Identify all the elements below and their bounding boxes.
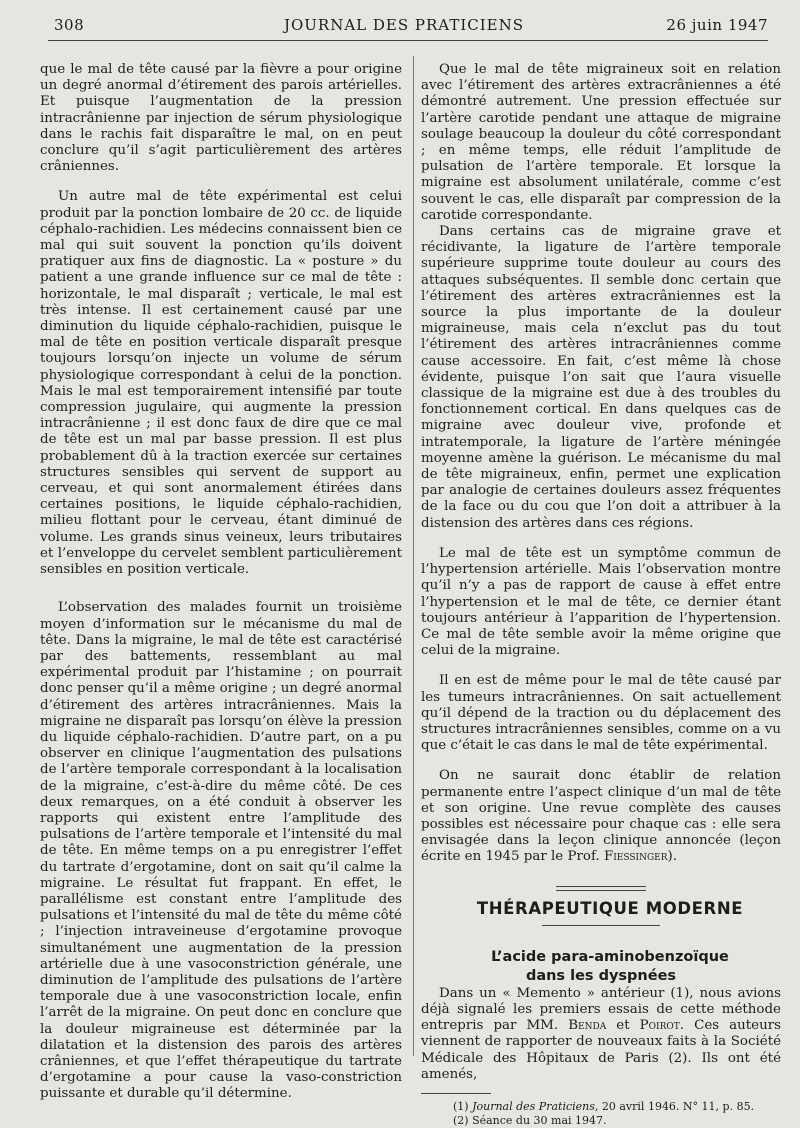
section-rule	[542, 925, 660, 926]
paragraph	[421, 768, 781, 865]
author-name: Fiessinger	[603, 849, 668, 865]
header-rule	[48, 40, 768, 41]
column-divider	[413, 56, 414, 1056]
footnote-text: , 20 avril 1946. N° 11, p. 85.	[594, 1099, 755, 1113]
article-title-line: dans les dyspnées	[525, 967, 677, 984]
left-column	[40, 62, 402, 1103]
paragraph-text: On ne saurait donc établir de relation permanente entre l’aspect clinique d’un mal de tête et son origine. Une revue complète des causes possibles est nécessaire pour chaque cas : elle sera envisagée dans la leçon clinique annoncée (leçon écrite en 1945 par le Prof.	[421, 768, 781, 865]
author-name: Poirot	[639, 1018, 680, 1034]
article-title-line: L’acide para-aminobenzoïque	[491, 948, 729, 965]
right-column	[421, 62, 781, 1128]
paragraph: que le mal de tête causé par la fièvre a pour origine un degré anormal d’étirement des parois artérielles. Et puisque l’augmentation de la pression intracrânienne par injection de sérum physiologique dans le rachis fait disparaître le mal, on en peut conclure qu’il s’agit particulièrement des artères crâniennes.	[40, 62, 402, 175]
page-header	[40, 16, 768, 38]
footnote-text: (1)	[453, 1099, 473, 1113]
paragraph: Dans certains cas de migraine grave et récidivante, la ligature de l’artère temporale supérieure supprime toute douleur au cours des attaques subséquentes. Il semble donc certain que l’étirement des artères extracrâniennes est la source la plus importante de la douleur migraineuse, mais cela n’exclut pas du tout l’étirement des artères intracrâniennes comme cause accessoire. En fait, c’est même là chose évidente, puisque l’on sait que l’aura visuelle classique de la migraine est due à des troubles du fonctionnement cortical. En dans quelques cas de migraine avec douleur vive, profonde et intratemporale, la ligature de l’artère méningée moyenne amène la guérison. Le mécanisme du mal de tête migraineux, enfin, permet une explication par analogie de certaines douleurs assez fréquentes de la face ou du cou que l’on doit a attribuer à la distension des artères dans ces régions.	[421, 224, 781, 531]
footnote-rule	[421, 1093, 491, 1094]
journal-title: JOURNAL DES PRATICIENS	[283, 16, 525, 34]
issue-date: 26 juin 1947	[666, 16, 768, 34]
paragraph: Le mal de tête est un symptôme commun de l’hypertension artérielle. Mais l’observation montre qu’il n’y a pas de rapport de cause à effet entre l’hypertension et le mal de tête, ce dernier étant toujours antérieur à l’apparition de l’hypertension. Ce mal de tête semble avoir la même origine que celui de la migraine.	[421, 545, 781, 659]
paragraph: Un autre mal de tête expérimental est celui produit par la ponction lombaire de 20 cc. de liquide céphalo-rachidien. Les médecins connaissent bien ce mal qui suit souvent la ponction qu’ils doivent pratiquer aux fins de diagnostic. La « posture » du patient a une grande influence sur ce mal de tête : horizontale, le mal disparaît ; verticale, le mal est très intense. Il est certainement causé par une diminution du liquide céphalo-rachidien, puisque le mal de tête en position verticale disparaît presque toujours lorsqu’on injecte un volume de sérum physiologique correspondant à celui de la ponction. Mais le mal est temporairement intensifié par toute compression jugulaire, qui augmente la pression intracrânienne ; il est donc faux de dire que ce mal de tête est un mal par basse pression. Il est plus probablement dû à la traction exercée sur certaines structures sensibles qui servent de support au cerveau, et qui sont anormalement étirées dans certaines positions, le liquide céphalo-rachidien, milieu flottant pour le cerveau, étant diminué de volume. Les grands sinus veineux, leurs tributaires et l’enveloppe du cervelet semblent particulièrement sensibles en position verticale.	[40, 189, 402, 578]
section-title: THÉRAPEUTIQUE MODERNE	[476, 898, 744, 918]
paragraph: Il en est de même pour le mal de tête causé par les tumeurs intracrâniennes. On sait actuellement qu’il dépend de la traction ou du déplacement des structures intracrâniennes sensibles, comme on a vu que c’était le cas dans le mal de tête expérimental.	[421, 673, 781, 754]
footnote-journal: Journal des Praticiens	[472, 1099, 595, 1113]
article-title	[421, 948, 781, 986]
paragraph	[421, 986, 781, 1083]
page-number: 308	[54, 16, 85, 34]
paragraph-text: et	[606, 1018, 640, 1034]
footnote	[421, 1100, 781, 1114]
footnote: (2) Séance du 30 mai 1947.	[453, 1113, 607, 1127]
paragraph: Que le mal de tête migraineux soit en relation avec l’étirement des artères extracrâniennes a été démontré autrement. Une pression effectuée sur l’artère carotide pendant une attaque de migraine soulage beaucoup la douleur du côté correspondant ; en même temps, elle réduit l’amplitude de pulsation de l’artère temporale. Et lorsque la migraine est absolument unilatérale, comme c’est souvent le cas, elle disparaît par compression de la carotide correspondante.	[421, 62, 781, 223]
paragraph: L’observation des malades fournit un troisième moyen d’information sur le mécanisme du mal de tête. Dans la migraine, le mal de tête est caractérisé par des battements, ressemblant au mal expérimental produit par l’histamine ; on pourrait donc penser qu’il a même origine ; un degré anormal d’étirement des artères intracrâniennes. Mais la migraine ne disparaît pas lorsqu’on élève la pression du liquide céphalo-rachidien. D’autre part, on a pu observer en clinique l’augmentation des pulsations de l’artère temporale correspondant à la localisation de la migraine, c’est-à-dire du même côté. De ces deux remarques, on a été conduit à observer les rapports qui existent entre l’amplitude des pulsations de l’artère temporale et l’intensité du mal de tête. En même temps on a pu enregistrer l’effet du tartrate d’ergotamine, dont on sait qu’il calme la migraine. Le résultat fut frappant. En effet, le parallélisme est constant entre l’amplitude des pulsations et l’intensité du mal de tête du même côté ; l’injection intraveineuse d’ergotamine provoque simultanément une augmentation de la pression artérielle due à une vasoconstriction générale, une diminution de l’amplitude des pulsations de l’artère temporale due à une vasoconstriction locale, enfin l’arrêt de la migraine. On peut donc en conclure que la douleur migraineuse est déterminée par la dilatation et la distension des parois des artères crâniennes, et que l’effet thérapeutique du tartrate d’ergotamine a pour cause la vaso-constriction puissante et durable qu’il détermine.	[40, 600, 402, 1102]
author-name: Benda	[568, 1018, 607, 1034]
paragraph-text: Dans un « Memento » antérieur (1), nous avions déjà signalé les premiers essais de cette méthode entrepris par MM.	[421, 985, 781, 1034]
section-ornament	[556, 886, 646, 891]
paragraph-text: . Ces auteurs viennent de rapporter de nouveaux faits à la Société Médicale des Hôpitaux de Paris (2). Ils ont été amenés,	[421, 1018, 781, 1082]
paragraph-text: ).	[667, 849, 677, 865]
